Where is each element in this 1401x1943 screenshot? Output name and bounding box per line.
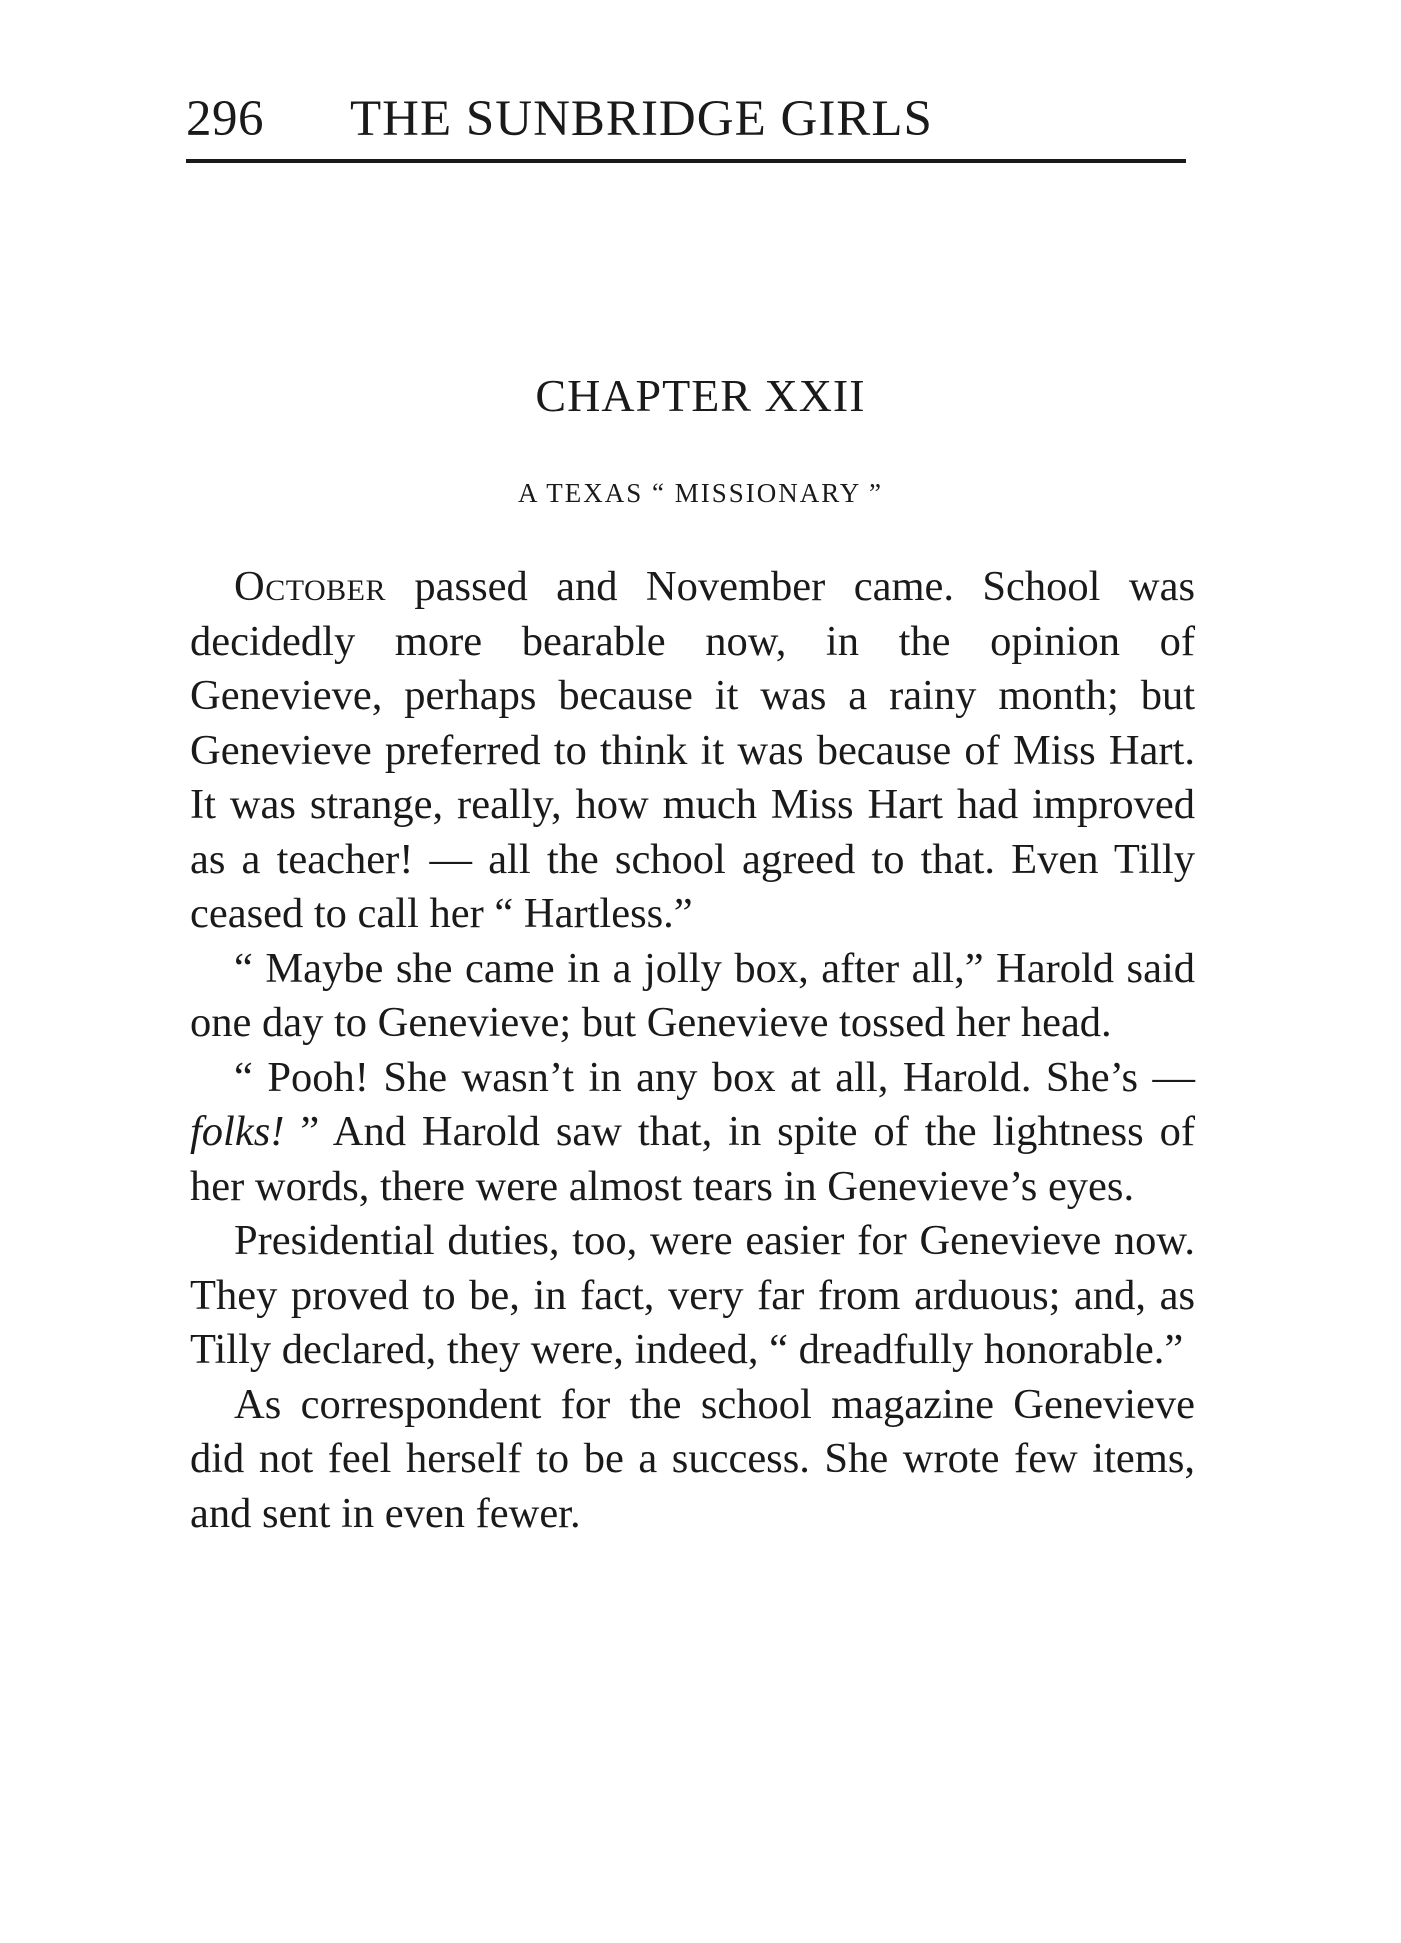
chapter-title: CHAPTER XXII <box>535 370 866 421</box>
paragraph-text: “ Pooh! She wasn’t in any box at all, Harold. She’s — <box>234 1053 1195 1101</box>
paragraph-3 <box>190 1051 1195 1215</box>
paragraph-text: ” And Harold saw that, in spite of the lightness of her words, there were almost tears in Genevieve’s eyes. <box>190 1108 1195 1210</box>
chapter-body <box>190 560 1195 1541</box>
drop-word: October <box>234 563 386 610</box>
paragraph-4 <box>190 1214 1195 1378</box>
running-head <box>186 84 1186 154</box>
book-title: THE SUNBRIDGE GIRLS <box>350 91 933 147</box>
paragraph-text: passed and November came. School was decidedly more bearable now, in the opinion of Genevieve, perhaps because it was a rainy month; but Genevieve preferred to think it was because of Miss Hart. It was strange, really, how much Miss Hart had improved as a teacher! — all the school agreed to that. Even Tilly ceased to call her “ Hartless.” <box>190 563 1195 937</box>
italic-emphasis: folks! <box>190 1108 285 1155</box>
paragraph-1 <box>190 560 1195 942</box>
paragraph-text: Presidential duties, too, were easier for Genevieve now. They proved to be, in fact, very far from arduous; and, as Tilly declared, they were, indeed, “ dreadfully honorable.” <box>190 1217 1195 1373</box>
header-rule <box>186 159 1186 163</box>
paragraph-2 <box>190 942 1195 1051</box>
paragraph-5 <box>190 1378 1195 1542</box>
paragraph-text: “ Maybe she came in a jolly box, after all,” Harold said one day to Genevieve; but Genevieve tossed her head. <box>190 944 1195 1046</box>
paragraph-text: As correspondent for the school magazine Genevieve did not feel herself to be a success. She wrote few items, and sent in even fewer. <box>190 1380 1195 1537</box>
page-number: 296 <box>186 91 264 147</box>
chapter-subtitle: A TEXAS “ MISSIONARY ” <box>517 478 884 508</box>
